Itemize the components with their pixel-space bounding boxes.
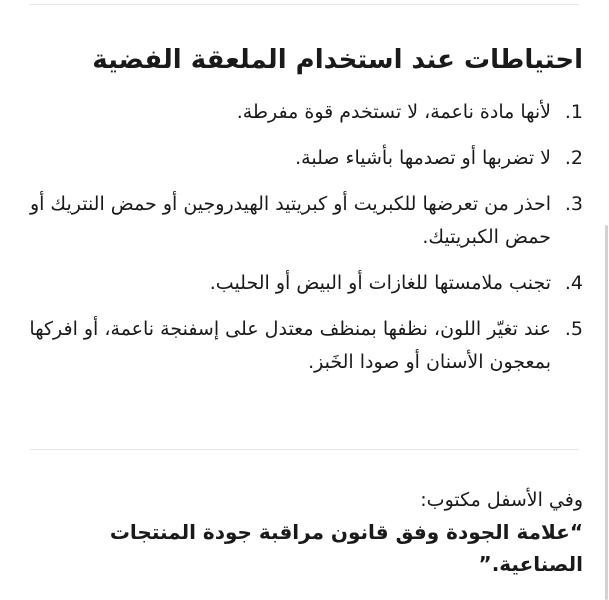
list-item [28,267,583,300]
footer-section [28,484,583,580]
list-item-text: لأنها مادة ناعمة، لا تستخدم قوة مفرطة. [236,101,551,123]
list-item-number: 2. [564,147,583,169]
list-item-number: 5. [564,318,583,340]
list-item [28,188,583,254]
list-item [28,142,583,175]
list-item-text: احذر من تعرضها للكبريت أو كبريتيد الهيدروجين أو حمض النتريك أو حمض الكبريتيك. [29,193,551,248]
vertical-scrollbar[interactable] [605,225,608,600]
list-item-text: تجنب ملامستها للغازات أو البيض أو الحليب. [209,272,551,294]
list-item-text: لا تضربها أو تصدمها بأشياء صلبة. [295,147,551,169]
section-divider [30,449,579,450]
list-item-text: عند تغيّر اللون، نظفها بمنظف معتدل على إسفنجة ناعمة، أو افركها بمعجون الأسنان أو صودا الخَبز. [29,318,551,373]
list-item-number: 3. [564,193,583,215]
footer-note: وفي الأسفل مكتوب: [420,489,583,511]
list-item-number: 1. [564,101,583,123]
article-content [28,36,583,392]
list-item [28,313,583,379]
top-divider [30,4,579,5]
precautions-list [28,96,583,379]
quality-mark-quote: “علامة الجودة وفق قانون مراقبة جودة المنتجات الصناعية.” [109,520,583,576]
list-item-number: 4. [564,272,583,294]
article-title: احتياطات عند استخدام الملعقة الفضية [92,45,583,75]
list-item [28,96,583,129]
